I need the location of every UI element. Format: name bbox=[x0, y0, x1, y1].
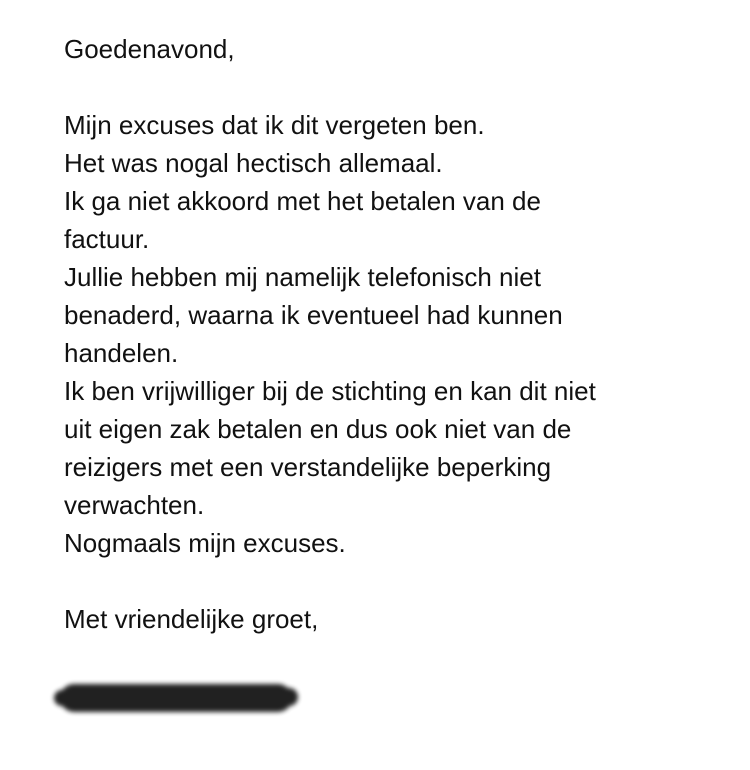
body-line: uit eigen zak betalen en dus ook niet van de bbox=[64, 414, 572, 444]
body-line: Ik ben vrijwilliger bij de stichting en kan dit niet bbox=[64, 376, 596, 406]
greeting: Goedenavond, bbox=[64, 34, 235, 64]
body-line: handelen. bbox=[64, 338, 179, 368]
body-line: verwachten. bbox=[64, 490, 205, 520]
body-line: benaderd, waarna ik eventueel had kunnen bbox=[64, 300, 563, 330]
paragraph-gap bbox=[64, 68, 734, 106]
paragraph-gap bbox=[64, 562, 734, 600]
body-line: reizigers met een verstandelijke beperking bbox=[64, 452, 552, 482]
body-line: Mijn excuses dat ik dit vergeten ben. bbox=[64, 110, 485, 140]
body-line: Nogmaals mijn excuses. bbox=[64, 528, 346, 558]
letter-text bbox=[64, 30, 734, 638]
body-line: Ik ga niet akkoord met het betalen van de bbox=[64, 186, 541, 216]
body-line: Jullie hebben mij namelijk telefonisch niet bbox=[64, 262, 541, 292]
closing: Met vriendelijke groet, bbox=[64, 604, 319, 634]
body-line: Het was nogal hectisch allemaal. bbox=[64, 148, 443, 178]
body-line: factuur. bbox=[64, 224, 150, 254]
redacted-signature bbox=[60, 684, 292, 712]
